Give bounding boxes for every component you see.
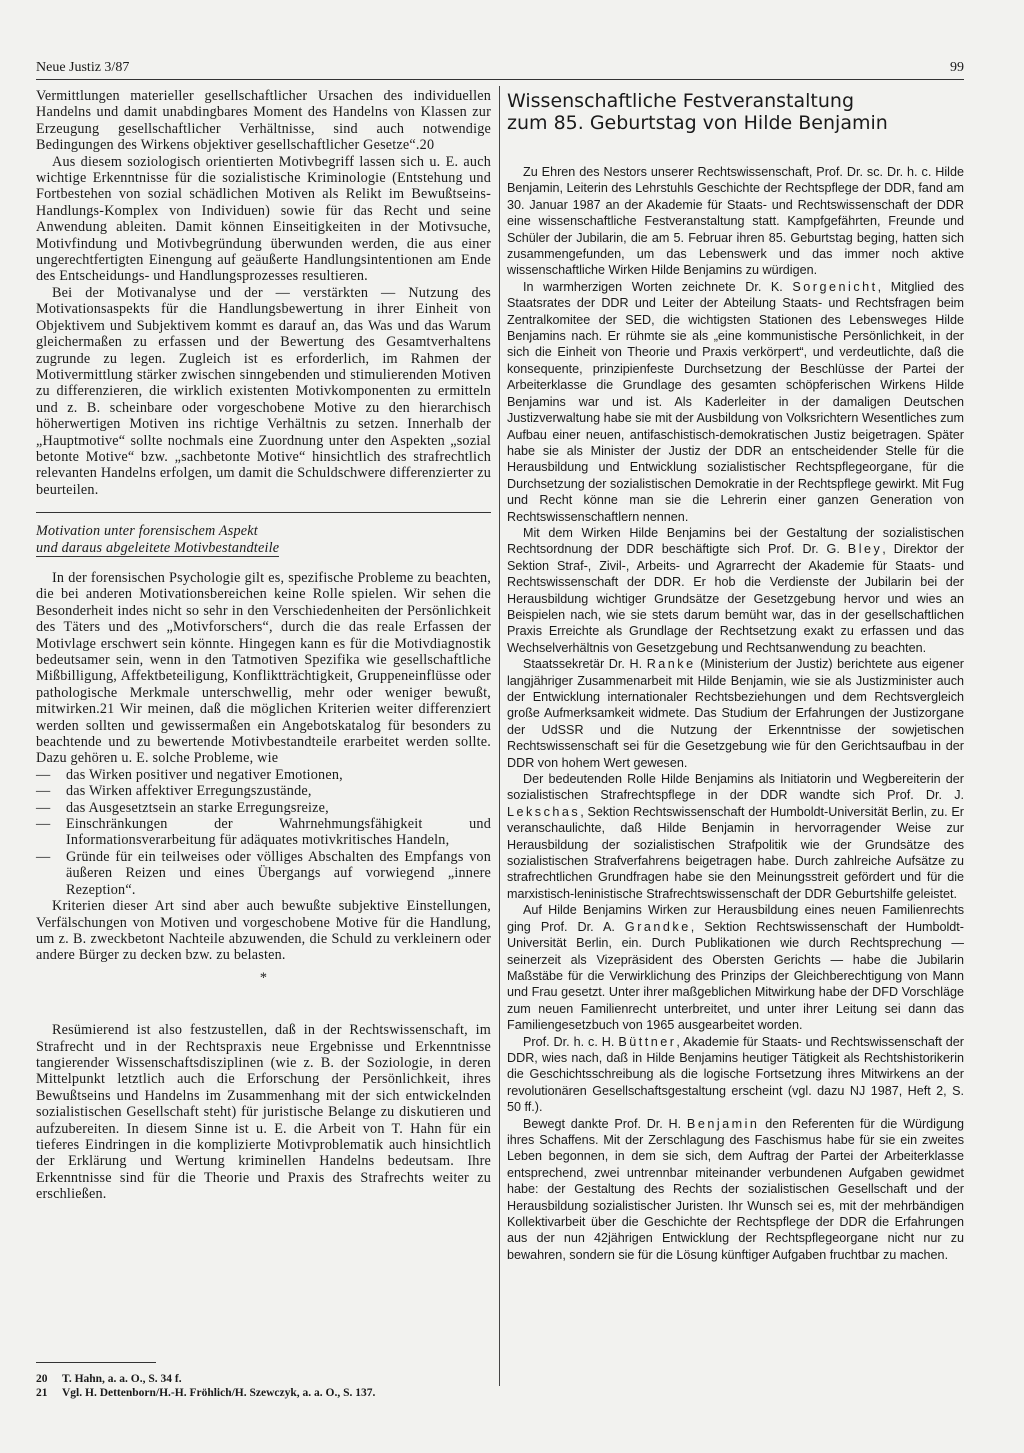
paragraph — [507, 1116, 964, 1264]
speaker-name: Grandke — [624, 919, 691, 934]
text-run: , Sektion Rechtswissenschaft der Humboldt-Universität Berlin, ein. Durch Publikationen wie durch Rechtsprechung — seinerzeit als Vizepräsident des Obersten Gerichts — habe die Jubilarin Maßstäbe für die Verwirklichung des Prinzips der Gleichberechtigung von Mann und Frau gesetzt. Unter ihrer maßgeblichen Mitwirkung habe der DFD Vorschläge zum neuen Familienrecht unterbreitet, und unter ihrer Leitung sei dann das Familiengesetzbuch von 1965 ausgearbeitet worden. — [507, 919, 964, 1033]
paragraph — [507, 1034, 964, 1116]
paragraph: Bei der Motivanalyse und der — verstärkten — Nutzung des Motivationsaspekts für die Handlungsbewertung in ihrer Einheit von Objektivem und Subjektivem kommt es darauf an, das Was und das Warum gleichermaßen zu erfassen und der Bewertung des Gesamtverhaltens zugrunde zu legen. Zugleich ist es erforderlich, im Rahmen der Motivermittlung stärker zwischen sinngebenden und stimulierenden Motiven zu differenzieren, die wirklich existenten Motivkomponenten zu ermitteln und z. B. scheinbare oder vorgeschobene Motive zu den hierarchisch höherwertigen Motiven ins richtige Verhältnis zu setzen. Innerhalb der „Hauptmotive“ sollte nochmals eine Zuordnung unter den Aspekten „sozial betonte Motive“ bzw. „sachbetonte Motive“ hinsichtlich des strafrechtlich relevanten Handelns erfolgen, um damit die Schuldschwere differenzierter zu beurteilen. — [36, 284, 491, 498]
footnote — [36, 1372, 491, 1386]
list-item: — Gründe für ein teilweises oder völliges Abschalten des Empfangs von äußeren Reizen und eines Übergangs auf vorwiegend „innere Rezeption“. — [36, 849, 491, 898]
paragraph — [507, 525, 964, 656]
paragraph — [507, 656, 964, 771]
article-title-line: zum 85. Geburtstag von Hilde Benjamin — [507, 112, 888, 134]
footnote-text: Vgl. H. Dettenborn/H.-H. Fröhlich/H. Szewczyk, a. a. O., S. 137. — [62, 1387, 376, 1399]
header-rule — [36, 79, 964, 80]
right-column — [507, 90, 964, 1263]
section-heading-line — [36, 540, 491, 556]
speaker-name: Bley — [847, 542, 883, 557]
footnotes — [36, 1372, 491, 1400]
footnote-number: 21 — [36, 1387, 48, 1399]
page-number: 99 — [950, 60, 964, 75]
text-run: Mit dem Wirken Hilde Benjamins bei der Gestaltung der sozialistischen Rechtsordnung der DDR beschäftigte sich Prof. Dr. G. — [507, 525, 964, 557]
section-heading — [36, 523, 491, 556]
text-run: , Direktor der Sektion Straf-, Zivil-, Arbeits- und Agrarrecht der Akademie für Staats- und Rechtswissenschaft der DDR. Er hob die Verdienste der Jubilarin bei der Herausbildung wichtiger Grundsätze der Gesetzgebung hervor und wies an Beispielen nach, wie sie stets darum bemüht war, das in der gesellschaftlichen Praxis Erreichte als Grundlage der Rechtsetzung exakt zu erfassen und das Wechselverhältnis von Gesetzgebung und Rechtsanwendung zu beachten. — [507, 542, 964, 655]
text-run: Der bedeutenden Rolle Hilde Benjamins als Initiatorin und Wegbereiterin der sozialistischen Strafrechtspflege in der DDR wandte sich Prof. Dr. J. — [507, 772, 964, 803]
column-divider — [499, 86, 500, 1386]
text-run: Staatssekretär Dr. H. — [523, 657, 647, 672]
footnote-text: T. Hahn, a. a. O., S. 34 f. — [62, 1373, 182, 1385]
section-heading-line: Motivation unter forensischem Aspekt — [36, 523, 258, 540]
footnote — [36, 1386, 491, 1400]
text-run: Auf Hilde Benjamins Wirken zur Herausbildung eines neuen Familienrechts ging Prof. Dr. A. — [507, 903, 964, 934]
speaker-name: Sorgenicht — [792, 279, 878, 294]
footnote-number: 20 — [36, 1373, 48, 1385]
text-run: , Akademie für Staats- und Rechtswissenschaft der DDR, wies nach, daß in Hilde Benjamins heutiger Tätigkeit als Rechtshistorikerin die Geschichtsschreibung als die logische Fortsetzung ihres Mitwirkens an der revolutionären Gesellschaftsgestaltung erscheint (vgl. dazu NJ 1987, Heft 2, S. 50 ff.). — [507, 1034, 964, 1115]
paragraph: Vermittlungen materieller gesellschaftlicher Ursachen des individuellen Handelns und damit unabdingbares Moment des Handelns von Klassen zur Erzeugung gesellschaftlicher Verhältnisse, sind auch notwendige Bedingungen des Wirkens objektiver gesellschaftlicher Gesetze“.20 — [36, 88, 491, 154]
footnote-rule — [36, 1362, 156, 1363]
paragraph: In der forensischen Psychologie gilt es, spezifische Probleme zu beachten, die bei anderen Motivationsbereichen keine Rolle spielen. Wir sehen die Besonderheit indes nicht so sehr in den Verschiedenheiten der Persönlichkeit des Täters und des „Motivforschers“, durch die das reale Erfassen der Motivlage erschwert sein könnte. Hingegen kann es für die Motivdiagnostik bedeutsamer sein, wenn in den Tatmotiven Spezifika wie gesellschaftliche Mißbilligung, Affektbeteiligung, Konfliktträchtigkeit, Gruppeneinflüsse oder pathologische Merkmale unterschwellig, mehr oder weniger bewußt, mitwirken.21 Wir meinen, daß die möglichen Kriterien weiter differenziert werden sollten und gewissermaßen ein Angebotskatalog für besonders zu beachtende und zu bewertende Motivbestandteile erarbeitet werden sollte. Dazu gehören u. E. solche Probleme, wie — [36, 569, 491, 767]
criteria-list — [36, 767, 491, 898]
text-run: , Sektion Rechtswissenschaft der Humboldt-Universität Berlin, zu. Er veranschaulichte, daß Hilde Benjamin in hervorragender Weise zur Herausbildung der sozialistischen Strafpolitik wie der Grundsätze des sozialistischen Strafverfahrens beigetragen habe. Durch zahlreiche Aufsätze zu strafrechtlichen Grundfragen habe sie den Meinungsstreit gefördert und für die marxistisch-leninistische Strafrechtswissenschaft der DDR Geburtshilfe geleistet. — [507, 804, 964, 901]
section-rule — [36, 512, 491, 513]
journal-issue: Neue Justiz 3/87 — [36, 60, 130, 75]
article-title — [507, 90, 964, 134]
paragraph — [507, 902, 964, 1033]
speaker-name: Ranke — [646, 657, 696, 672]
paragraph: Aus diesem soziologisch orientierten Motivbegriff lassen sich u. E. auch wichtige Erkenntnisse für die sozialistische Kriminologie (Entstehung und Fortbestehen von sozial schädlichen Motiven als Relikt im Bewußtseins-Handlungs-Komplex von Individuen) sowie für das Recht und seine Anwendung ableiten. Damit können Einseitigkeiten in der Motivsuche, Motivfindung und Motivbegründung überwunden werden, die aus einer ungerechtfertigten Einengung auf geäußerte Handlungsintentionen am Ende des Entscheidungs- und Handlungsprozesses resultieren. — [36, 153, 491, 285]
section-heading-underlined: und daraus abgeleitete Motivbestandteile — [36, 539, 280, 556]
speaker-name: Lekschas — [507, 804, 581, 819]
list-item: — das Ausgesetztsein an starke Erregungsreize, — [36, 800, 491, 816]
paragraph: Zu Ehren des Nestors unserer Rechtswissenschaft, Prof. Dr. sc. Dr. h. c. Hilde Benjamin, Leiterin des Lehrstuhls Geschichte der Rechtspflege der DDR, fand am 30. Januar 1987 an der Akademie für Staats- und Rechtswissenschaft der DDR eine wissenschaftliche Festveranstaltung statt. Kampfgefährten, Freunde und Schüler der Jubilarin, die am 5. Februar ihren 85. Geburtstag beging, hatten sich zusammengefunden, um das Lebenswerk und das immer noch aktive wissenschaftliche Wirken Hilde Benjamins zu würdigen. — [507, 165, 964, 278]
paragraph: Kriterien dieser Art sind aber auch bewußte subjektive Einstellungen, Verfälschungen von Motiven und vorgeschobene Motive für die Handlung, um z. B. zweckbetont Nachteile abzuwenden, die Schuld zu verkleinern oder andere Bürger zu decken bzw. zu belasten. — [36, 898, 491, 964]
text-run: In warmherzigen Worten zeichnete Dr. K. — [523, 279, 793, 294]
text-run: (Ministerium der Justiz) berichtete aus eigener langjähriger Zusammenarbeit mit Hilde Benjamin, wie sie als Justizminister auch der Entwicklung internationaler Rechtsbeziehungen und dem Rechtsvergleich große Aufmerksamkeit widmete. Das Studium der Erfahrungen der Justizorgane der UdSSR und die Nutzung der Erkenntnisse der sowjetischen Rechtswissenschaft sei für die Gesetzgebung wie für den Gerichtsaufbau in der DDR von hohem Wert gewesen. — [507, 657, 964, 770]
text-run: Prof. Dr. h. c. H. — [523, 1034, 619, 1049]
paragraph — [507, 279, 964, 525]
list-item: — Einschränkungen der Wahrnehmungsfähigkeit und Informationsverarbeitung für adäquates motivkritisches Handeln, — [36, 816, 491, 849]
text-run: den Referenten für die Würdigung ihres Schaffens. Mit der Zerschlagung des Faschismus habe für sie ein zweites Leben begonnen, in dem sie sich, dem Auftrag der Partei der Arbeiterklasse entsprechend, zwei untrennbar miteinander verbundenen Aufgaben gewidmet habe: der Gestaltung des Rechts der sozialistischen Gesellschaft und der Herausbildung sozialistischer Juristen. Ihr Wunsch sei es, mit der mehrbändigen Kollektivarbeit über die Geschichte der Rechtspflege der DDR die Erfahrungen aus der nun 42jährigen Entwicklung der Rechtspflegeorgane nicht nur zu bewahren, sondern sie für die Lösung künftiger Aufgaben fruchtbar zu machen. — [507, 1116, 964, 1262]
paragraph — [507, 771, 964, 902]
section-separator-star: * — [259, 969, 268, 986]
speaker-name: Benjamin — [686, 1116, 760, 1131]
list-item: — das Wirken affektiver Erregungszustände, — [36, 783, 491, 799]
text-run: Bewegt dankte Prof. Dr. H. — [523, 1116, 687, 1131]
speaker-name: Büttner — [618, 1034, 677, 1049]
text-run: , Mitglied des Staatsrates der DDR und Leiter der Abteilung Staats- und Rechtsfragen beim Zentralkomitee der SED, die wichtigsten Stationen des Lebensweges Hilde Benjamins nach. Er rühmte sie als „eine kommunistische Persönlichkeit, in der sich die Einheit von Theorie und Praxis verkörpert“, und verdeutlichte, daß die konsequente, prinzipienfeste Durchsetzung der Beschlüsse der Partei der Arbeiterklasse die Grundlage des gesamten schöpferischen Wirkens Hilde Benjamins war und ist. Als Kaderleiter in der damaligen Deutschen Justizverwaltung habe sie mit der Ausbildung von Volksrichtern Wesentliches zum Aufbau einer neuen, antifaschistisch-demokratischen Justiz beigetragen. Später habe sie als Minister der Justiz der DDR an entscheidender Stelle für die Herausbildung und Entwicklung sozialistischer Rechtspflegeorgane, für die Durchsetzung der sozialistischen Demokratie in der Rechtspflege gewirkt. Mit Fug und Recht könne man sie die Lehrerin einer ganzen Generation von Rechtswissenschaftlern nennen. — [507, 279, 965, 524]
article-title-line: Wissenschaftliche Festveranstaltung — [507, 90, 855, 112]
left-column — [36, 88, 491, 1203]
list-item: — das Wirken positiver und negativer Emotionen, — [36, 767, 491, 783]
paragraph: Resümierend ist also festzustellen, daß in der Rechtswissenschaft, im Strafrecht und in der Rechtspraxis neue Ergebnisse und Erkenntnisse tangierender Wissenschaftsdisziplinen (wie z. B. der Soziologie, in deren Mittelpunkt letztlich auch die Erforschung der Persönlichkeit, ihres Bewußtseins und Handelns im Zusammenhang mit der sich entwickelnden sozialistischen Gesellschaft steht) für juristische Belange zu diskutieren und aufzubereiten. In diesem Sinne ist u. E. die Arbeit von T. Hahn für ein tieferes Eindringen in die komplizierte Motivproblematik auch hinsichtlich der Erklärung und Wertung kriminellen Handelns bedeutsam. Ihre Erkenntnisse sind für die Theorie und Praxis des Strafrechts weiter zu erschließen. — [36, 1022, 491, 1203]
